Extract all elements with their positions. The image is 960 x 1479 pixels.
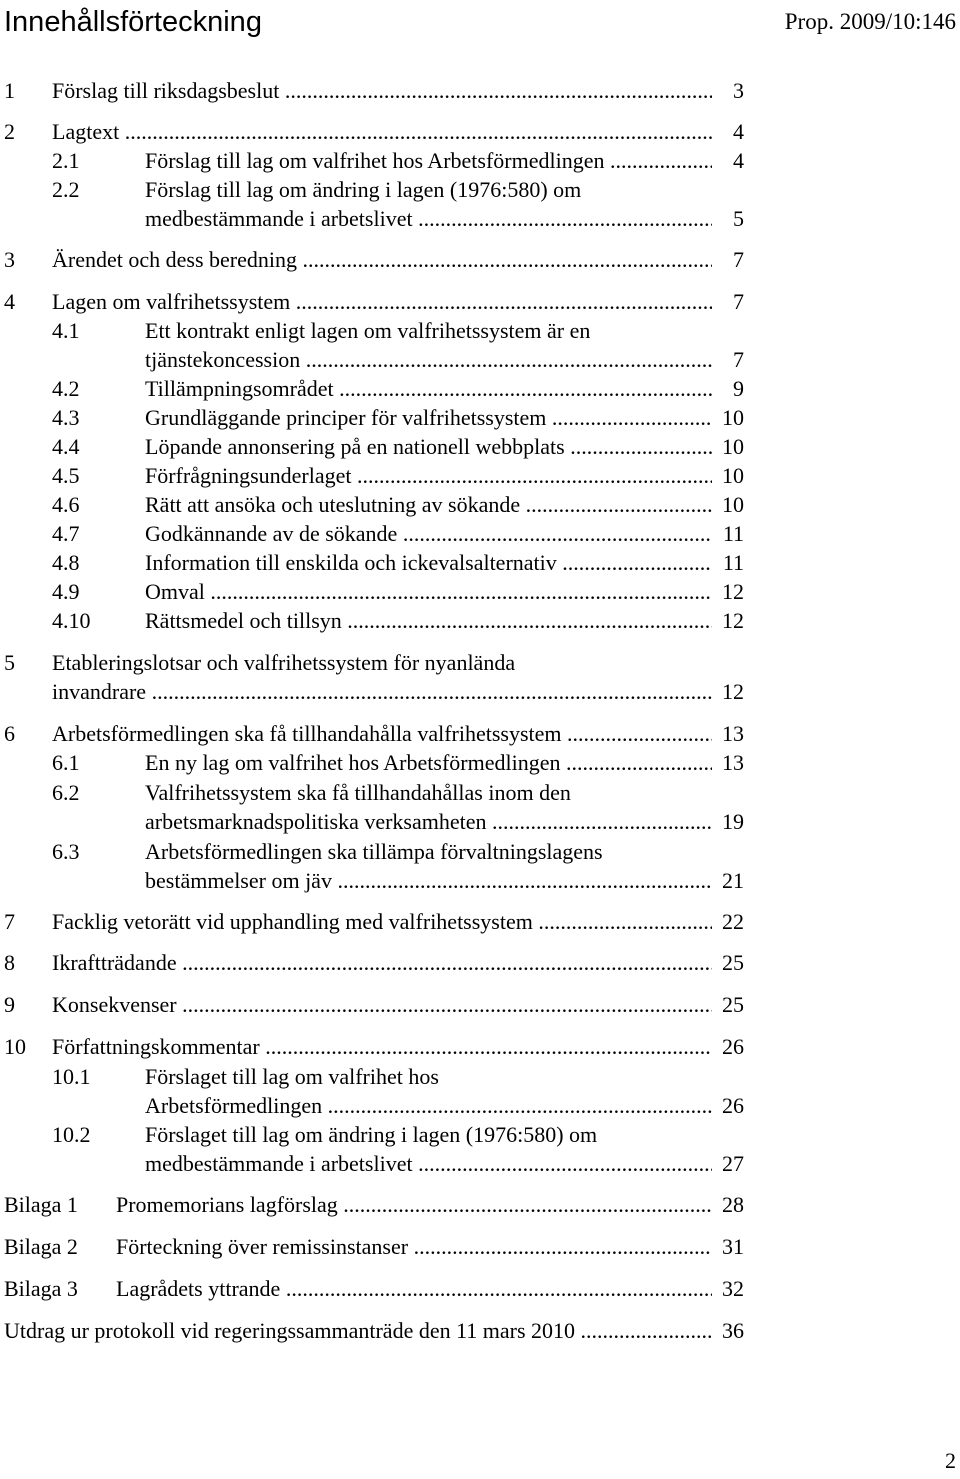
toc-label: Förslaget till lag om ändring i lagen (1976:580) om xyxy=(145,1122,598,1147)
toc-entry-5-cont[interactable] xyxy=(0,677,960,706)
toc-number: Bilaga 2 xyxy=(4,1234,78,1259)
toc-entry-9[interactable] xyxy=(0,990,960,1019)
toc-label: Arbetsförmedlingen ska tillämpa förvaltningslagens xyxy=(145,839,603,864)
toc-label: Lagtext ..... xyxy=(52,117,712,146)
toc-entry-10-1-cont[interactable] xyxy=(0,1091,960,1120)
toc-page: 36 xyxy=(714,1316,744,1345)
toc-entry-2-1[interactable] xyxy=(0,146,960,175)
toc-entry-4-5[interactable] xyxy=(0,461,960,490)
toc-entry-bilaga-1[interactable] xyxy=(0,1190,960,1219)
toc-page: 22 xyxy=(714,907,744,936)
toc-number: 4.4 xyxy=(52,434,80,459)
page-number: 2 xyxy=(945,1448,956,1473)
toc-page: 13 xyxy=(714,719,744,748)
toc-entry-8[interactable] xyxy=(0,948,960,977)
toc-label: Etableringslotsar och valfrihetssystem för nyanlända xyxy=(52,650,516,675)
toc-label: Förslag till lag om ändring i lagen (1976:580) om xyxy=(145,177,582,202)
toc-label: Lagen om valfrihetssystem ..... xyxy=(52,287,712,316)
toc-entry-10[interactable] xyxy=(0,1032,960,1061)
toc-number: Bilaga 3 xyxy=(4,1276,78,1301)
toc-number: 7 xyxy=(4,909,15,934)
toc-page: 10 xyxy=(714,432,744,461)
toc-number: 6.2 xyxy=(52,780,80,805)
toc-entry-bilaga-3[interactable] xyxy=(0,1274,960,1303)
toc-page: 7 xyxy=(714,345,744,374)
toc-label: Grundläggande principer för valfrihetssystem ..... xyxy=(145,403,712,432)
toc-page: 7 xyxy=(714,287,744,316)
toc-entry-6-1[interactable] xyxy=(0,748,960,777)
toc-entry-4-8[interactable] xyxy=(0,548,960,577)
toc-label: Förfrågningsunderlaget ..... xyxy=(145,461,712,490)
toc-page: 21 xyxy=(714,866,744,895)
toc-page: 27 xyxy=(714,1149,744,1178)
toc-entry-2-2-cont[interactable] xyxy=(0,204,960,233)
toc-entry-10-1[interactable] xyxy=(0,1062,960,1091)
toc-label: Ikraftträdande ..... xyxy=(52,948,712,977)
document-reference: Prop. 2009/10:146 xyxy=(784,9,956,34)
toc-label: Rättsmedel och tillsyn ..... xyxy=(145,606,712,635)
toc-page: 12 xyxy=(714,677,744,706)
toc-label: Förslag till riksdagsbeslut ..... xyxy=(52,76,712,105)
toc-entry-4-7[interactable] xyxy=(0,519,960,548)
toc-page: 28 xyxy=(714,1190,744,1219)
toc-label: Förslaget till lag om valfrihet hos xyxy=(145,1064,439,1089)
toc-label: Facklig vetorätt vid upphandling med valfrihetssystem ..... xyxy=(52,907,712,936)
toc-number: 4.10 xyxy=(52,608,91,633)
toc-label: invandrare ..... xyxy=(52,677,712,706)
toc-page: 10 xyxy=(714,403,744,432)
toc-page: 32 xyxy=(714,1274,744,1303)
toc-entry-4-2[interactable] xyxy=(0,374,960,403)
toc-entry-6-2-cont[interactable] xyxy=(0,807,960,836)
toc-entry-5[interactable] xyxy=(0,648,960,677)
toc-page: 19 xyxy=(714,807,744,836)
toc-label: bestämmelser om jäv ..... xyxy=(145,866,712,895)
toc-entry-6-3[interactable] xyxy=(0,837,960,866)
toc-label: Rätt att ansöka och uteslutning av sökande ..... xyxy=(145,490,712,519)
toc-page: 13 xyxy=(714,748,744,777)
toc-number: 2 xyxy=(4,119,15,144)
toc-page: 25 xyxy=(714,990,744,1019)
toc-label: Ärendet och dess beredning ..... xyxy=(52,245,712,274)
toc-label: Förslag till lag om valfrihet hos Arbetsförmedlingen ..... xyxy=(145,146,712,175)
toc-number: 4.5 xyxy=(52,463,80,488)
toc-entry-1[interactable] xyxy=(0,76,960,105)
toc-entry-4-1-cont[interactable] xyxy=(0,345,960,374)
toc-label: Lagrådets yttrande ..... xyxy=(116,1274,712,1303)
toc-label: Författningskommentar ..... xyxy=(52,1032,712,1061)
toc-page: 10 xyxy=(714,490,744,519)
toc-number: 1 xyxy=(4,78,15,103)
toc-entry-4-9[interactable] xyxy=(0,577,960,606)
toc-page: 4 xyxy=(714,117,744,146)
toc-number: 9 xyxy=(4,992,15,1017)
toc-page: 3 xyxy=(714,76,744,105)
toc-label: Arbetsförmedlingen ska få tillhandahålla valfrihetssystem ..... xyxy=(52,719,712,748)
toc-page: 12 xyxy=(714,606,744,635)
toc-page: 11 xyxy=(714,548,744,577)
toc-number: 4.1 xyxy=(52,318,80,343)
toc-number: 4.6 xyxy=(52,492,80,517)
toc-page: 5 xyxy=(714,204,744,233)
toc-label: tjänstekoncession ..... xyxy=(145,345,712,374)
toc-entry-4-4[interactable] xyxy=(0,432,960,461)
toc-number: 4.2 xyxy=(52,376,80,401)
toc-page: 12 xyxy=(714,577,744,606)
toc-number: 6.1 xyxy=(52,750,80,775)
toc-label: Tillämpningsområdet ..... xyxy=(145,374,712,403)
toc-number: 8 xyxy=(4,950,15,975)
toc-number: 5 xyxy=(4,650,15,675)
toc-label: Förteckning över remissinstanser ..... xyxy=(116,1232,712,1261)
toc-label: Löpande annonsering på en nationell webbplats ..... xyxy=(145,432,712,461)
toc-number: 10.2 xyxy=(52,1122,91,1147)
toc-page: 25 xyxy=(714,948,744,977)
toc-page: 9 xyxy=(714,374,744,403)
toc-page: 26 xyxy=(714,1091,744,1120)
toc-number: 2.1 xyxy=(52,148,80,173)
toc-number: 4 xyxy=(4,289,15,314)
toc-entry-3[interactable] xyxy=(0,245,960,274)
page-title: Innehållsförteckning xyxy=(4,6,262,38)
toc-label: arbetsmarknadspolitiska verksamheten ..... xyxy=(145,807,712,836)
toc-number: 4.8 xyxy=(52,550,80,575)
toc-entry-7[interactable] xyxy=(0,907,960,936)
toc-entry-4-10[interactable] xyxy=(0,606,960,635)
toc-entry-6-2[interactable] xyxy=(0,778,960,807)
toc-label: Konsekvenser ..... xyxy=(52,990,712,1019)
toc-label: medbestämmande i arbetslivet ..... xyxy=(145,204,712,233)
toc-entry-4[interactable] xyxy=(0,287,960,316)
toc-number: 4.3 xyxy=(52,405,80,430)
toc-page: 4 xyxy=(714,146,744,175)
toc-label: Omval ..... xyxy=(145,577,712,606)
toc-page: 26 xyxy=(714,1032,744,1061)
toc-number: Bilaga 1 xyxy=(4,1192,78,1217)
toc-page: 10 xyxy=(714,461,744,490)
toc-entry-utdrag[interactable] xyxy=(0,1316,960,1345)
toc-label: Arbetsförmedlingen ..... xyxy=(145,1091,712,1120)
toc-entry-6[interactable] xyxy=(0,719,960,748)
toc-entry-10-2-cont[interactable] xyxy=(0,1149,960,1178)
toc-entry-2-2[interactable] xyxy=(0,175,960,204)
toc-number: 10 xyxy=(4,1034,26,1059)
toc-entry-6-3-cont[interactable] xyxy=(0,866,960,895)
toc-page: 7 xyxy=(714,245,744,274)
toc-number: 4.9 xyxy=(52,579,80,604)
toc-number: 10.1 xyxy=(52,1064,91,1089)
toc-number: 3 xyxy=(4,247,15,272)
toc-label: En ny lag om valfrihet hos Arbetsförmedlingen ..... xyxy=(145,748,712,777)
toc-label: Utdrag ur protokoll vid regeringssammanträde den 11 mars 2010 ..... xyxy=(4,1316,712,1345)
toc-page: 31 xyxy=(714,1232,744,1261)
toc-number: 4.7 xyxy=(52,521,80,546)
toc-label: Godkännande av de sökande ..... xyxy=(145,519,712,548)
toc-label: medbestämmande i arbetslivet ..... xyxy=(145,1149,712,1178)
toc-number: 6 xyxy=(4,721,15,746)
toc-entry-4-1[interactable] xyxy=(0,316,960,345)
toc-number: 6.3 xyxy=(52,839,80,864)
toc-entry-10-2[interactable] xyxy=(0,1120,960,1149)
toc-label: Information till enskilda och ickevalsalternativ ..... xyxy=(145,548,712,577)
toc-entry-4-6[interactable] xyxy=(0,490,960,519)
toc-entry-4-3[interactable] xyxy=(0,403,960,432)
toc-number: 2.2 xyxy=(52,177,80,202)
toc-entry-bilaga-2[interactable] xyxy=(0,1232,960,1261)
toc-label: Ett kontrakt enligt lagen om valfrihetssystem är en xyxy=(145,318,591,343)
toc-label: Promemorians lagförslag ..... xyxy=(116,1190,712,1219)
toc-entry-2[interactable] xyxy=(0,117,960,146)
toc-page: 11 xyxy=(714,519,744,548)
toc-label: Valfrihetssystem ska få tillhandahållas inom den xyxy=(145,780,571,805)
